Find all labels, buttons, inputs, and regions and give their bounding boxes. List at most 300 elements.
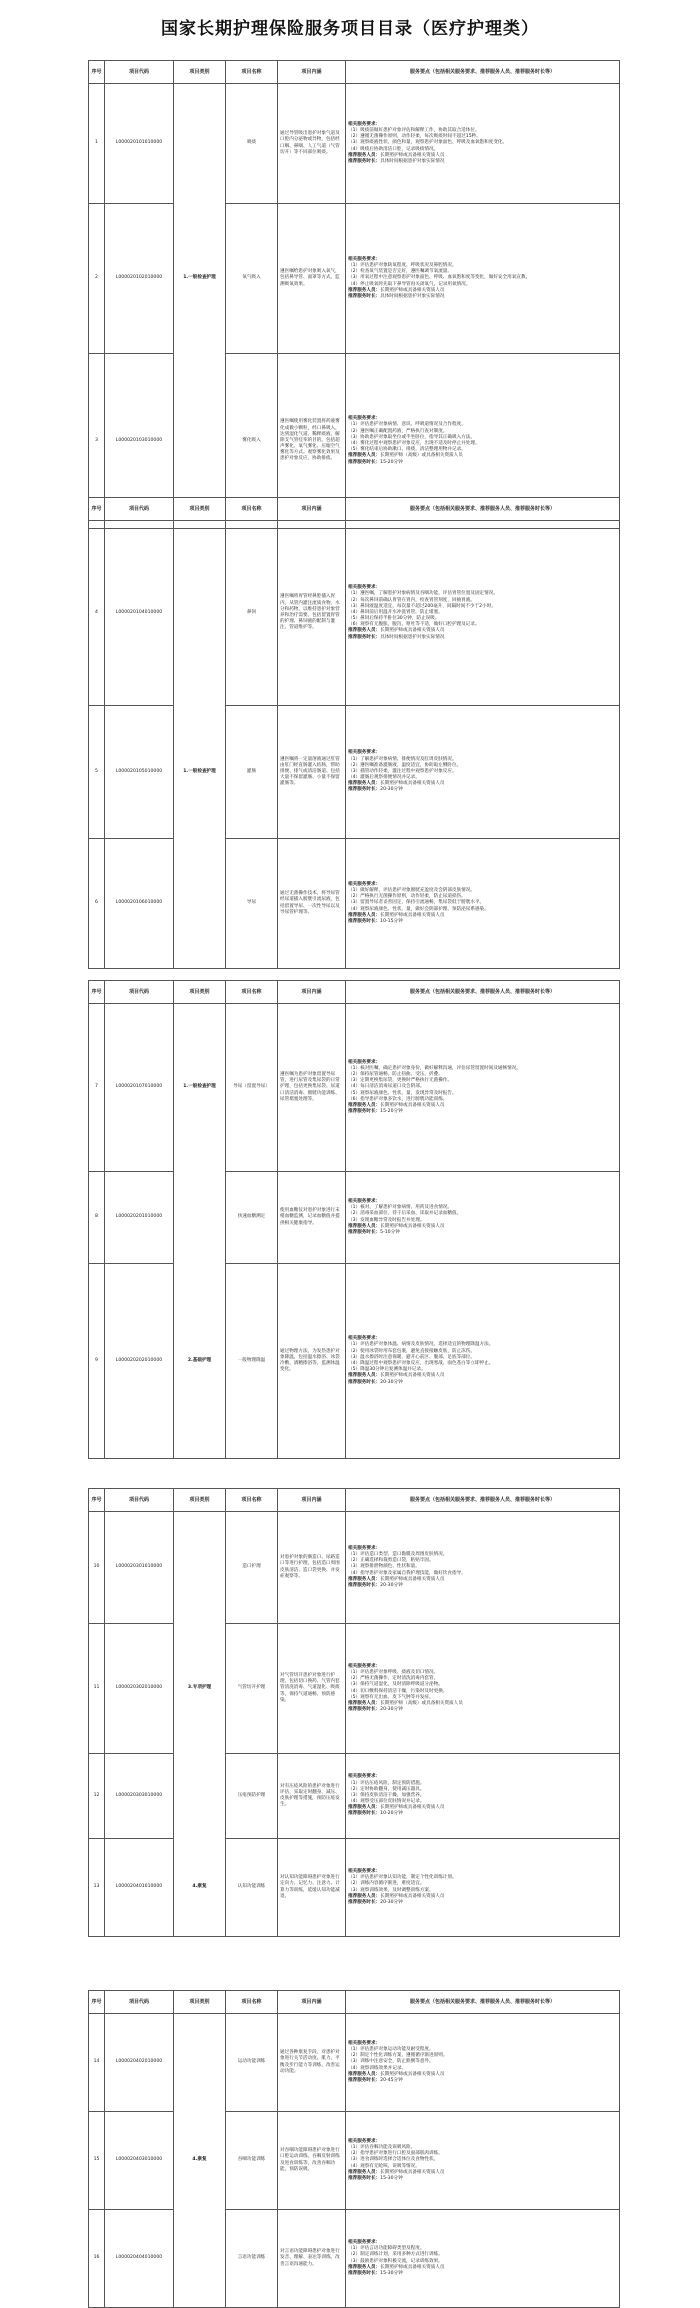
row-number: 8: [89, 1172, 105, 1264]
requirement-item: （4）灌肠后观察排便情况并记录。: [348, 775, 420, 781]
catalog-table: [88, 980, 620, 1459]
service-points: [346, 1264, 620, 1459]
requirements-title: 相关服务要求：: [348, 416, 381, 422]
duration-label: 推荐服务时长：: [348, 293, 381, 299]
requirement-item: （5）雾化结束后协助漱口、排痰，清洁整理用物并记录。: [348, 447, 466, 453]
requirement-item: （1）评估患护对象认知功能，制定个性化训练计划。: [348, 1875, 457, 1881]
requirement-item: （2）训练内容循序渐进，难度适宜。: [348, 1881, 425, 1887]
item-content: 对患护对象的肠造口、尿路造口等进行护理，包括造口周围皮肤清洁、造口袋更换、并发症观察等。: [278, 1512, 346, 1624]
duration-value: 5-10分钟: [380, 1229, 400, 1235]
catalog-table: [88, 1990, 620, 2308]
duration-label: 推荐服务时长：: [348, 459, 381, 465]
service-points: [346, 1839, 620, 1937]
item-name: 鼻饲: [226, 521, 278, 706]
table-row: [89, 1172, 620, 1264]
requirement-item: （3）发现血糖异常及时报告并处理。: [348, 1217, 425, 1223]
column-header: 项目内涵: [278, 1991, 346, 2014]
requirement-item: （3）观察痰液性状、颜色和量，观察患护对象面色、呼吸及血氧饱和度变化。: [348, 140, 508, 146]
requirement-item: （4）吸痰后协助清洁口腔，记录吸痰情况。: [348, 146, 439, 152]
staff-value: 长期照护师（高级）或具备相关资质人员: [380, 453, 463, 459]
requirement-item: （4）切口敷料保持清洁干燥，污染时及时更换。: [348, 1688, 448, 1694]
service-points: [346, 839, 620, 969]
column-header: 序号: [89, 61, 105, 84]
duration-value: 20-30分钟: [380, 1707, 403, 1713]
staff-value: 长期照护师或具备相关资质人员: [380, 1102, 445, 1108]
table-row: [89, 1754, 620, 1839]
requirement-item: （4）指导患护对象及家属自我护理技能，做好饮食指导。: [348, 1570, 466, 1576]
requirement-item: （3）用氧过程中注意观察患护对象面色、呼吸、血氧饱和度等变化，做好安全用氧宣教。: [348, 275, 531, 281]
catalog-table: [88, 497, 620, 969]
table-header-row: [89, 61, 620, 84]
row-number: 15: [89, 2112, 105, 2210]
duration-label: 推荐服务时长：: [348, 2270, 381, 2276]
item-code: L000020202010000: [105, 1264, 174, 1459]
staff-value: 长期照护师或具备相关资质人员: [380, 1223, 445, 1229]
duration-line: [348, 2271, 617, 2277]
duration-label: 推荐服务时长：: [348, 1811, 381, 1817]
duration-line: [348, 635, 617, 641]
row-number: 1: [89, 84, 105, 204]
requirement-item: （2）制定个性化训练方案，遵循循序渐进原则。: [348, 2053, 448, 2059]
item-content: 通过无菌操作技术，将导尿管经尿道插入膀胱引流尿液，包括留置导尿、一次性导尿以及导尿管护理等。: [278, 839, 346, 969]
staff-label: 推荐服务人员：: [348, 1373, 381, 1379]
duration-value: 10-20分钟: [380, 1811, 403, 1817]
requirements-title: 相关服务要求：: [348, 1059, 381, 1065]
column-header: 项目内涵: [278, 981, 346, 1004]
service-points: [346, 2014, 620, 2112]
column-header: 序号: [89, 981, 105, 1004]
column-header: 项目代码: [105, 981, 174, 1004]
duration-value: 具体时间根据患护对象实际情况: [380, 634, 445, 640]
requirement-item: （3）插管动作轻柔，灌注过程中观察患护对象反应。: [348, 768, 457, 774]
requirement-item: （5）降温30分钟后复测体温并记录。: [348, 1367, 426, 1373]
item-category: 1.一般检查护理: [174, 1004, 226, 1172]
duration-label: 推荐服务时长：: [348, 787, 381, 793]
column-header: 服务要点（包括相关服务要求、推荐服务人员、推荐服务时长等）: [346, 981, 620, 1004]
column-header: 项目代码: [105, 1991, 174, 2014]
requirement-item: （2）指导患护对象进行口腔及面部肌肉训练。: [348, 2151, 443, 2157]
duration-value: 20-30分钟: [380, 1379, 403, 1385]
item-content: 遵医嘱给患护对象吸入氧气，包括鼻导管、面罩等方式，监测吸氧效果。: [278, 204, 346, 354]
duration-value: 20-45分钟: [380, 2077, 403, 2083]
table-row: [89, 1512, 620, 1624]
item-category: [174, 2210, 226, 2308]
table-row: [89, 1839, 620, 1937]
row-number: 3: [89, 354, 105, 529]
catalog-table: [88, 60, 620, 529]
requirement-item: （4）观察有无呛咳、误吸等情况。: [348, 2163, 420, 2169]
duration-label: 推荐服务时长：: [348, 1379, 381, 1385]
duration-value: 15-30分钟: [380, 2270, 403, 2276]
duration-label: 推荐服务时长：: [348, 158, 381, 164]
requirement-item: （2）严格执行无菌操作原则，动作轻柔，防止尿道损伤。: [348, 894, 466, 900]
duration-line: [348, 1900, 617, 1906]
requirement-item: （6）观察有无腹胀、腹泻、呕吐等不适，做好口腔护理及记录。: [348, 622, 480, 628]
column-header: 项目名称: [226, 981, 278, 1004]
requirement-item: （4）每日清洁消毒尿道口及会阴部。: [348, 1084, 425, 1090]
item-code: L000020401010000: [105, 1839, 174, 1937]
table-row: [89, 1004, 620, 1172]
item-code: L000020107010000: [105, 1004, 174, 1172]
duration-line: [348, 1230, 617, 1236]
requirement-item: （1）核对、了解患护对象病情、用药及进食情况。: [348, 1205, 452, 1211]
column-header: 项目类别: [174, 1991, 226, 2014]
requirements-title: 相关服务要求：: [348, 1663, 381, 1669]
row-number: 10: [89, 1512, 105, 1624]
item-content: 对有压疮风险的患护对象进行评估，采取定时翻身、减压、皮肤护理等措施，预防压疮发生。: [278, 1754, 346, 1839]
duration-line: [348, 1109, 617, 1115]
table-row: [89, 706, 620, 839]
item-name: 运动功能训练: [226, 2014, 278, 2112]
staff-value: 长期照护师或具备相关资质人员: [380, 2071, 445, 2077]
item-code: L000020302010000: [105, 1624, 174, 1754]
item-code: L000020402010000: [105, 2014, 174, 2112]
requirement-item: （3）定期更换集尿袋，更换时严格执行无菌操作。: [348, 1078, 452, 1084]
requirement-item: （2）严格无菌操作，定时清洗消毒内套管。: [348, 1676, 439, 1682]
service-points: [346, 1754, 620, 1839]
duration-line: [348, 294, 617, 300]
requirements-title: 相关服务要求：: [348, 121, 381, 127]
column-header: 项目类别: [174, 1489, 226, 1512]
column-header: 服务要点（包括相关服务要求、推荐服务人员、推荐服务时长等）: [346, 1991, 620, 2014]
service-points: [346, 706, 620, 839]
duration-value: 15-20分钟: [380, 459, 403, 465]
requirements-title: 相关服务要求：: [348, 881, 381, 887]
duration-value: 具体时间根据患护对象实际情况: [380, 158, 445, 164]
row-number: 13: [89, 1839, 105, 1937]
requirement-item: （2）遵医嘱准备灌肠液，温度适宜，协助取左侧卧位。: [348, 762, 462, 768]
column-header: 项目名称: [226, 1489, 278, 1512]
item-name: 导尿（留置导尿）: [226, 1004, 278, 1172]
item-content: 对言语功能障碍患护对象进行发音、理解、表达等训练，改善言语沟通能力。: [278, 2210, 346, 2308]
requirement-item: （1）评估患护对象缺氧程度、呼吸状况及鼻腔情况。: [348, 263, 457, 269]
duration-line: [348, 460, 617, 466]
requirements-title: 相关服务要求：: [348, 2239, 381, 2245]
requirement-item: （4）降温过程中观察患护对象反应，出现寒战、面色苍白等立即停止。: [348, 1361, 494, 1366]
item-category: [174, 1754, 226, 1839]
table-header-row: [89, 981, 620, 1004]
staff-label: 推荐服务人员：: [348, 1805, 381, 1811]
staff-value: 长期照护师或具备相关资质人员: [380, 287, 445, 293]
item-category: [174, 84, 226, 204]
staff-label: 推荐服务人员：: [348, 628, 381, 634]
item-name: 吸痰: [226, 84, 278, 204]
staff-label: 推荐服务人员：: [348, 287, 381, 293]
item-category: 4.康复: [174, 2112, 226, 2210]
requirements-title: 相关服务要求：: [348, 1868, 381, 1874]
requirement-item: （4）观察训练效果并记录。: [348, 2065, 407, 2071]
service-points: [346, 2112, 620, 2210]
requirement-item: （1）吸痰前做好患护对象评估和解释工作，协助其取合适体位。: [348, 128, 480, 134]
requirement-item: （1）遵医嘱，了解患护对象病情及吞咽功能，评估胃管位置及固定情况。: [348, 591, 498, 597]
requirement-item: （2）使用冰袋时用布套包裹，避免直接接触皮肤，防止冻伤。: [348, 1348, 475, 1354]
staff-value: 长期照护师或具备相关资质人员: [380, 1805, 445, 1811]
column-header: 项目类别: [174, 498, 226, 521]
item-content: 使用血糖仪对患护对象进行末梢血糖监测，记录血糖值并提供相关健康指导。: [278, 1172, 346, 1264]
service-points: [346, 521, 620, 706]
item-content: 遵医嘱为患护对象留置导尿管，进行尿管及集尿袋的日常护理，包括更换集尿袋、尿道口清洁消毒、膀胱功能训练、尿管堵塞处理等。: [278, 1004, 346, 1172]
requirement-item: （3）保持皮肤清洁干燥，加强营养。: [348, 1792, 425, 1798]
duration-line: [348, 1811, 617, 1817]
item-category: [174, 2014, 226, 2112]
duration-label: 推荐服务时长：: [348, 634, 381, 640]
staff-label: 推荐服务人员：: [348, 912, 381, 918]
item-code: L000020201010000: [105, 1172, 174, 1264]
staff-label: 推荐服务人员：: [348, 2071, 381, 2077]
staff-label: 推荐服务人员：: [348, 1700, 381, 1706]
table-row: [89, 204, 620, 354]
requirement-item: （2）每次鼻饲前确认胃管在胃内，检查胃管刻度，回抽胃液。: [348, 597, 475, 603]
column-header: 项目内涵: [278, 1489, 346, 1512]
requirement-item: （3）留置导尿者妥善固定，保持引流通畅，集尿袋低于膀胱水平。: [348, 900, 485, 906]
column-header: 项目内涵: [278, 61, 346, 84]
requirement-item: （2）定时协助翻身，使用减压器具。: [348, 1786, 425, 1792]
row-number: 12: [89, 1754, 105, 1839]
item-code: L000020101010000: [105, 84, 174, 204]
row-number: 14: [89, 2014, 105, 2112]
staff-label: 推荐服务人员：: [348, 2169, 381, 2175]
table-row: [89, 2112, 620, 2210]
requirement-item: （2）正确选择和裁剪造口袋，粘贴牢固。: [348, 1558, 434, 1564]
staff-value: 长期照护师或具备相关资质人员: [380, 912, 445, 918]
duration-line: [348, 1380, 617, 1386]
column-header: 项目代码: [105, 498, 174, 521]
requirement-item: （2）制定训练计划，采用多种方式进行训练。: [348, 2252, 443, 2258]
staff-label: 推荐服务人员：: [348, 1893, 381, 1899]
item-category: [174, 521, 226, 706]
item-content: 遵医嘱将胃管经鼻腔插入胃内，从管内灌注流质食物、水分和药物，以维持患护对象营养和治疗需要。包括留置胃管的护理、鼻饲液的配制与灌注、管道维护等。: [278, 521, 346, 706]
duration-line: [348, 1583, 617, 1589]
staff-value: 长期照护师或具备相关资质人员: [380, 628, 445, 634]
requirement-item: （1）评估患护对象运动功能及耐受程度。: [348, 2047, 434, 2053]
staff-value: 长期照护师或具备相关资质人员: [380, 781, 445, 787]
requirement-item: （1）评估患护对象病情、意识、呼吸道情况及合作程度。: [348, 422, 466, 428]
item-content: 通过物理方法，为发热患护对象降温，包括温水擦浴、冰袋冷敷、酒精擦浴等，监测体温变化。: [278, 1264, 346, 1459]
duration-value: 20-30分钟: [380, 1582, 403, 1588]
item-name: 氧气吸入: [226, 204, 278, 354]
item-code: L000020106010000: [105, 839, 174, 969]
duration-label: 推荐服务时长：: [348, 918, 381, 924]
duration-line: [348, 919, 617, 925]
requirement-item: （6）指导患护对象多饮水，进行膀胱功能训练。: [348, 1096, 448, 1102]
item-category: 1.一般检查护理: [174, 204, 226, 354]
requirement-item: （3）鼻饲液温度适宜，每次量不超过200毫升，间隔时间不少于2小时。: [348, 603, 496, 609]
service-points: [346, 1172, 620, 1264]
item-name: 认知功能训练: [226, 1839, 278, 1937]
staff-label: 推荐服务人员：: [348, 453, 381, 459]
column-header: 序号: [89, 1489, 105, 1512]
table-row: [89, 84, 620, 204]
service-points: [346, 84, 620, 204]
row-number: 9: [89, 1264, 105, 1459]
requirements-title: 相关服务要求：: [348, 1774, 381, 1780]
item-content: 通过导管吸出患护对象气道及口腔内分泌物或异物，包括经口咽、鼻咽、人工气道（气管切开）等不同部位吸痰。: [278, 84, 346, 204]
staff-value: 长期照护师或具备相关资质人员: [380, 1576, 445, 1582]
requirement-item: （4）鼻饲前后用温开水冲洗胃管，防止堵塞。: [348, 609, 443, 615]
column-header: 服务要点（包括相关服务要求、推荐服务人员、推荐服务时长等）: [346, 1489, 620, 1512]
requirement-item: （3）协助患护对象取坐位或半坐卧位，指导其正确吸入方法。: [348, 434, 475, 440]
duration-label: 推荐服务时长：: [348, 1582, 381, 1588]
requirement-item: （3）保持气道湿化，及时清除呼吸道分泌物。: [348, 1682, 443, 1688]
requirements-title: 相关服务要求：: [348, 1198, 381, 1204]
column-header: 序号: [89, 1991, 105, 2014]
item-code: L000020303010000: [105, 1754, 174, 1839]
column-header: 项目类别: [174, 981, 226, 1004]
row-number: 7: [89, 1004, 105, 1172]
column-header: 项目名称: [226, 498, 278, 521]
duration-value: 具体时间根据患护对象实际情况: [380, 293, 445, 299]
duration-value: 20-30分钟: [380, 787, 403, 793]
item-content: 对认知功能障碍患护对象进行定向力、记忆力、注意力、计算力等训练，延缓认知功能减退。: [278, 1839, 346, 1937]
service-points: [346, 1004, 620, 1172]
item-name: 一般物理降温: [226, 1264, 278, 1459]
requirement-item: （5）鼻饲后保持半卧位30分钟，防止误吸。: [348, 616, 440, 622]
item-name: 灌肠: [226, 706, 278, 839]
requirement-item: （2）遵循无菌操作原则，动作轻柔，每次吸痰时间不超过15秒。: [348, 134, 481, 140]
staff-value: 长期照护师或具备相关资质人员: [380, 1373, 445, 1379]
requirement-item: （1）评估患护对象体温、病情及皮肤情况，选择适宜的物理降温方法。: [348, 1342, 494, 1348]
requirements-title: 相关服务要求：: [348, 1545, 381, 1551]
table-header-row: [89, 1489, 620, 1512]
requirement-item: （3）鼓励患护对象积极交流，记录训练效果。: [348, 2258, 443, 2264]
staff-value: 长期照护师（高级）或具备相关资质人员: [380, 1700, 463, 1706]
item-category: 2.基础护理: [174, 1264, 226, 1459]
service-points: [346, 204, 620, 354]
duration-line: [348, 2176, 617, 2182]
requirement-item: （1）评估言语功能障碍类型及程度。: [348, 2246, 425, 2252]
requirements-title: 相关服务要求：: [348, 585, 381, 591]
table-header-row: [89, 1991, 620, 2014]
item-category: [174, 1512, 226, 1624]
requirement-item: （2）检查氧气装置是否完好，遵医嘱调节氧流量。: [348, 269, 452, 275]
duration-label: 推荐服务时长：: [348, 1899, 381, 1905]
item-code: L000020105010000: [105, 706, 174, 839]
table-row: [89, 1624, 620, 1754]
requirement-item: （3）训练中注意安全，防止跌倒等意外。: [348, 2059, 434, 2065]
item-code: L000020104010000: [105, 521, 174, 706]
row-number: 4: [89, 521, 105, 706]
duration-label: 推荐服务时长：: [348, 1707, 381, 1713]
item-name: 气管切开护理: [226, 1624, 278, 1754]
item-category: 4.康复: [174, 1839, 226, 1937]
row-number: 11: [89, 1624, 105, 1754]
item-category: 3.专项护理: [174, 1624, 226, 1754]
column-header: 项目内涵: [278, 498, 346, 521]
item-content: 对吞咽功能障碍患护对象进行口腔运动训练、吞咽反射训练及进食训练等，改善吞咽功能，预防误吸。: [278, 2112, 346, 2210]
duration-label: 推荐服务时长：: [348, 2175, 381, 2181]
duration-value: 20-30分钟: [380, 1899, 403, 1905]
item-code: L000020403010000: [105, 2112, 174, 2210]
requirement-item: （2）保持尿管通畅，防止扭曲、受压、折叠。: [348, 1072, 443, 1078]
service-points: [346, 1624, 620, 1754]
requirements-title: 相关服务要求：: [348, 1336, 381, 1342]
requirement-item: （1）评估吞咽功能及误吸风险。: [348, 2145, 416, 2151]
requirements-title: 相关服务要求：: [348, 256, 381, 262]
duration-line: [348, 2078, 617, 2084]
requirement-item: （1）评估患护对象呼吸、痰液及切口情况。: [348, 1669, 439, 1675]
requirement-item: （1）了解患护对象病情、排便情况及肛周皮肤情况。: [348, 756, 457, 762]
item-content: 遵医嘱使用雾化装置将药液雾化成微小颗粒，经口鼻吸入，达到湿化气道、稀释痰液、解除支气管痉挛的目的。包括超声雾化、氧气雾化、压缩空气雾化等方式。观察雾化效果及患护对象反应，协助排痰。: [278, 354, 346, 529]
duration-value: 15-30分钟: [380, 2175, 403, 2181]
service-points: [346, 1512, 620, 1624]
column-header: 项目类别: [174, 61, 226, 84]
staff-value: 长期照护师或具备相关资质人员: [380, 152, 445, 158]
staff-label: 推荐服务人员：: [348, 2264, 381, 2270]
duration-line: [348, 1707, 617, 1713]
staff-value: 长期照护师或具备相关资质人员: [380, 1893, 445, 1899]
column-header: 项目代码: [105, 1489, 174, 1512]
column-header: 序号: [89, 498, 105, 521]
duration-value: 10-15分钟: [380, 918, 403, 924]
requirement-item: （4）观察尿液颜色、性状、量，做好会阴部护理，预防泌尿系感染。: [348, 906, 489, 912]
column-header: 项目代码: [105, 61, 174, 84]
item-code: L000020301010000: [105, 1512, 174, 1624]
staff-value: 长期照护师或具备相关资质人员: [380, 2169, 445, 2175]
requirement-item: （1）做好解释，评估患护对象膀胱充盈度及会阴部皮肤情况。: [348, 888, 475, 894]
duration-label: 推荐服务时长：: [348, 2077, 381, 2083]
requirement-item: （5）观察有无出血、皮下气肿等并发症。: [348, 1694, 434, 1700]
requirements-title: 相关服务要求：: [348, 750, 381, 756]
table-row: [89, 521, 620, 706]
requirement-item: （4）雾化过程中观察患护对象反应，出现不适及时停止并处理。: [348, 441, 480, 446]
requirement-item: （3）温水擦浴时注意保暖，避开心前区、腹部、足底等部位。: [348, 1354, 475, 1360]
table-row: [89, 2210, 620, 2308]
item-code: L000020102010000: [105, 204, 174, 354]
table-row: [89, 2014, 620, 2112]
requirements-title: 相关服务要求：: [348, 2138, 381, 2144]
column-header: 服务要点（包括相关服务要求、推荐服务人员、推荐服务时长等）: [346, 61, 620, 84]
item-code: L000020103010000: [105, 354, 174, 529]
requirement-item: （1）评估压疮风险，制定预防措施。: [348, 1780, 425, 1786]
item-category: [174, 1172, 226, 1264]
requirement-item: （4）观察受压部位皮肤情况并记录。: [348, 1799, 425, 1805]
service-points: [346, 2210, 620, 2308]
staff-label: 推荐服务人员：: [348, 1576, 381, 1582]
item-name: 导尿: [226, 839, 278, 969]
staff-label: 推荐服务人员：: [348, 1102, 381, 1108]
requirement-item: （3）观察训练效果，及时调整训练方案。: [348, 1887, 434, 1893]
requirement-item: （3）进食训练时选择合适体位及食物性状。: [348, 2157, 439, 2163]
requirements-title: 相关服务要求：: [348, 2040, 381, 2046]
staff-value: 长期照护师或具备相关资质人员: [380, 2264, 445, 2270]
item-content: 遵医嘱将一定量溶液通过肛管由肛门经直肠灌入结肠，帮助排便、排气或清洁肠道。包括大量不保留灌肠、小量不保留灌肠等。: [278, 706, 346, 839]
column-header: 项目名称: [226, 1991, 278, 2014]
requirement-item: （2）消毒采血部位，待干后采血，读取并记录血糖值。: [348, 1211, 462, 1217]
item-category: [174, 839, 226, 969]
row-number: 16: [89, 2210, 105, 2308]
item-code: L000020404010000: [105, 2210, 174, 2308]
requirement-item: （1）核对医嘱，确定患护对象身份，做好解释沟通，评估尿管留置时间及通畅情况。: [348, 1065, 521, 1071]
table-header-row: [89, 498, 620, 521]
staff-label: 推荐服务人员：: [348, 1223, 381, 1229]
row-number: 2: [89, 204, 105, 354]
column-header: 项目名称: [226, 61, 278, 84]
table-row: [89, 1264, 620, 1459]
item-content: 通过各种康复手段，对患护对象进行关节活动度、肌力、平衡及步行能力等训练，改善运动功能。: [278, 2014, 346, 2112]
column-header: 服务要点（包括相关服务要求、推荐服务人员、推荐服务时长等）: [346, 498, 620, 521]
duration-value: 15-20分钟: [380, 1109, 403, 1115]
item-name: 造口护理: [226, 1512, 278, 1624]
item-category: 1.一般检查护理: [174, 706, 226, 839]
requirement-item: （3）观察排泄物颜色、性状和量。: [348, 1564, 420, 1570]
requirement-item: （2）遵医嘱正确配置药液，严格执行查对制度。: [348, 428, 448, 434]
catalog-table: [88, 1488, 620, 1937]
item-name: 快速血糖测定: [226, 1172, 278, 1264]
table-row: [89, 839, 620, 969]
requirement-item: （4）停止吸氧时先取下鼻导管再关闭氧气，记录用氧情况。: [348, 281, 471, 287]
row-number: 6: [89, 839, 105, 969]
requirement-item: （1）评估造口类型、造口黏膜及周围皮肤情况。: [348, 1552, 448, 1558]
